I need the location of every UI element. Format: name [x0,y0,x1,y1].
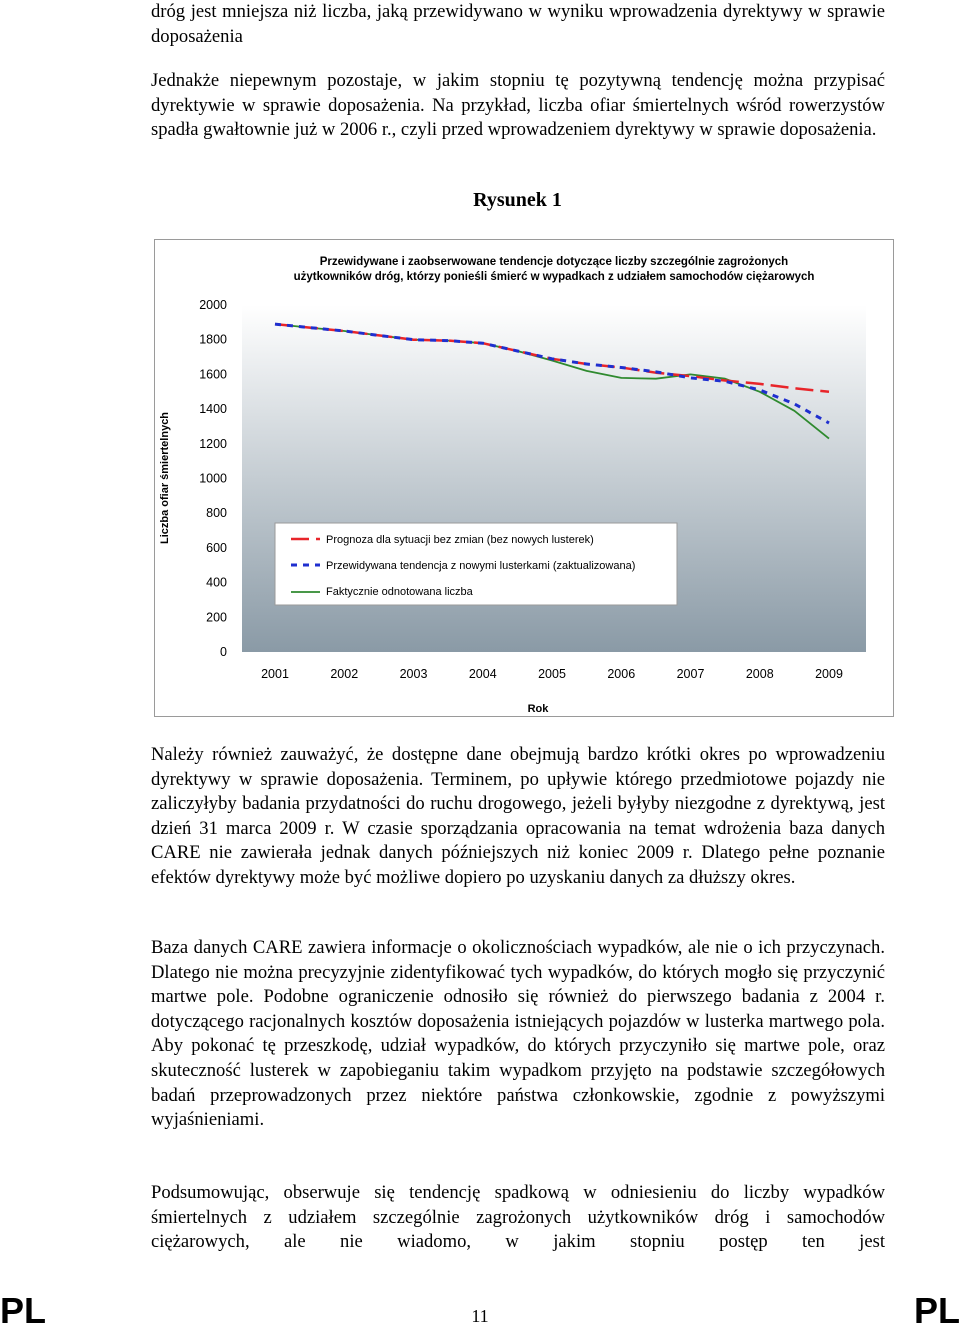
legend-label-forecast: Prognoza dla sytuacji bez zmian (bez nowych lusterek) [326,534,594,546]
paragraph-uncertainty: Jednakże niepewnym pozostaje, w jakim stopniu tę pozytywną tendencję można przypisać dyrektywie w sprawie doposażenia. Na przykład, liczba ofiar śmiertelnych wśród rowerzystów spadła gwałtownie już w 2006 r., czyli przed wprowadzeniem dyrektywy w sprawie doposażenia. [151,70,885,141]
y-tick-label: 2000 [199,298,227,312]
y-tick-label: 1600 [199,367,227,382]
y-tick-label: 600 [206,540,227,555]
y-tick-label: 1800 [199,332,227,347]
chart-title-line-1: Przewidywane i zaobserwowane tendencje dotyczące liczby szczególnie zagrożonych [319,256,789,268]
x-axis-ticks [261,667,843,681]
paragraph-short-period: Należy również zauważyć, że dostępne dane obejmują bardzo krótki okres po wprowadzeniu dyrektywy w sprawie doposażenia. Terminem, po upływie którego przedmiotowe pojazdy nie zaliczyłyby badania przydatności do ruchu drogowego, jeżeli byłyby niezgodne z dyrektywą, jest dzień 31 marca 2009 r. W czasie sporządzania opracowania na temat wdrożenia baza danych CARE nie zawierała jednak danych późniejszych niż koniec 2009 r. Dlatego pełne poznanie efektów dyrektywy może być możliwe dopiero po uzyskaniu danych za dłuższy okres. [151,744,885,888]
x-tick-label: 2001 [261,667,289,681]
page-number: 11 [471,1306,489,1326]
x-axis-label: Rok [527,703,549,715]
y-axis-ticks [199,298,227,659]
y-tick-label: 400 [206,575,227,590]
y-tick-label: 0 [220,645,227,659]
x-tick-label: 2009 [815,667,843,681]
x-tick-label: 2002 [330,667,359,681]
figure-label: Rysunek 1 [473,189,562,211]
x-tick-label: 2003 [399,667,428,681]
x-tick-label: 2005 [538,667,566,681]
legend-label-predicted: Przewidywana tendencja z nowymi lusterkami (zaktualizowana) [326,560,636,572]
x-tick-label: 2006 [607,667,636,681]
paragraph-summary: Podsumowując, obserwuje się tendencję spadkową w odniesieniu do liczby wypadków śmiertelnych z udziałem szczególnie zagrożonych użytkowników dróg i samochodów ciężarowych, ale nie wiadomo, w jakim stopniu postęp ten jest [151,1182,885,1253]
y-axis-label: Liczba ofiar śmiertelnych [159,411,171,545]
paragraph-care-database: Baza danych CARE zawiera informacje o okolicznościach wypadków, ale nie o ich przyczynach. Dlatego nie można precyzyjnie zidentyfikować tych wypadków, do których mogło się przyczynić martwe pole. Podobne ograniczenie odnosiło się również do pierwszego badania z 2004 r. dotyczącego racjonalnych kosztów doposażenia istniejących pojazdów w lusterka martwego pola. Aby pokonać tę przeszkodę, udział wypadków, do których przyczyniło się martwe pole, oraz skuteczność lusterek w zapobieganiu takim wypadkom przyjęto na podstawie szczegółowych badań przeprowadzonych przez niektóre państwa członkowskie, zgodnie z powyższymi wyjaśnieniami. [151,937,885,1131]
language-code-right: PL [913,1290,960,1331]
x-tick-label: 2007 [676,667,705,681]
y-tick-label: 1200 [199,436,227,451]
legend-label-actual: Faktycznie odnotowana liczba [326,586,473,598]
chart-frame [154,239,894,717]
y-tick-label: 1400 [199,402,227,417]
x-tick-label: 2004 [468,667,497,681]
fatalities-trend-chart [155,240,893,716]
x-tick-label: 2008 [745,667,774,681]
language-code-left: PL [0,1290,47,1331]
chart-legend [275,523,677,605]
y-tick-label: 1000 [199,471,227,486]
y-tick-label: 800 [206,506,227,521]
paragraph-intro: dróg jest mniejsza niż liczba, jaką przewidywano w wyniku wprowadzenia dyrektywy w sprawie doposażenia [151,1,885,47]
y-tick-label: 200 [206,610,227,625]
chart-title-line-2: użytkowników dróg, którzy ponieśli śmierć w wypadkach z udziałem samochodów ciężarowych [293,271,815,283]
